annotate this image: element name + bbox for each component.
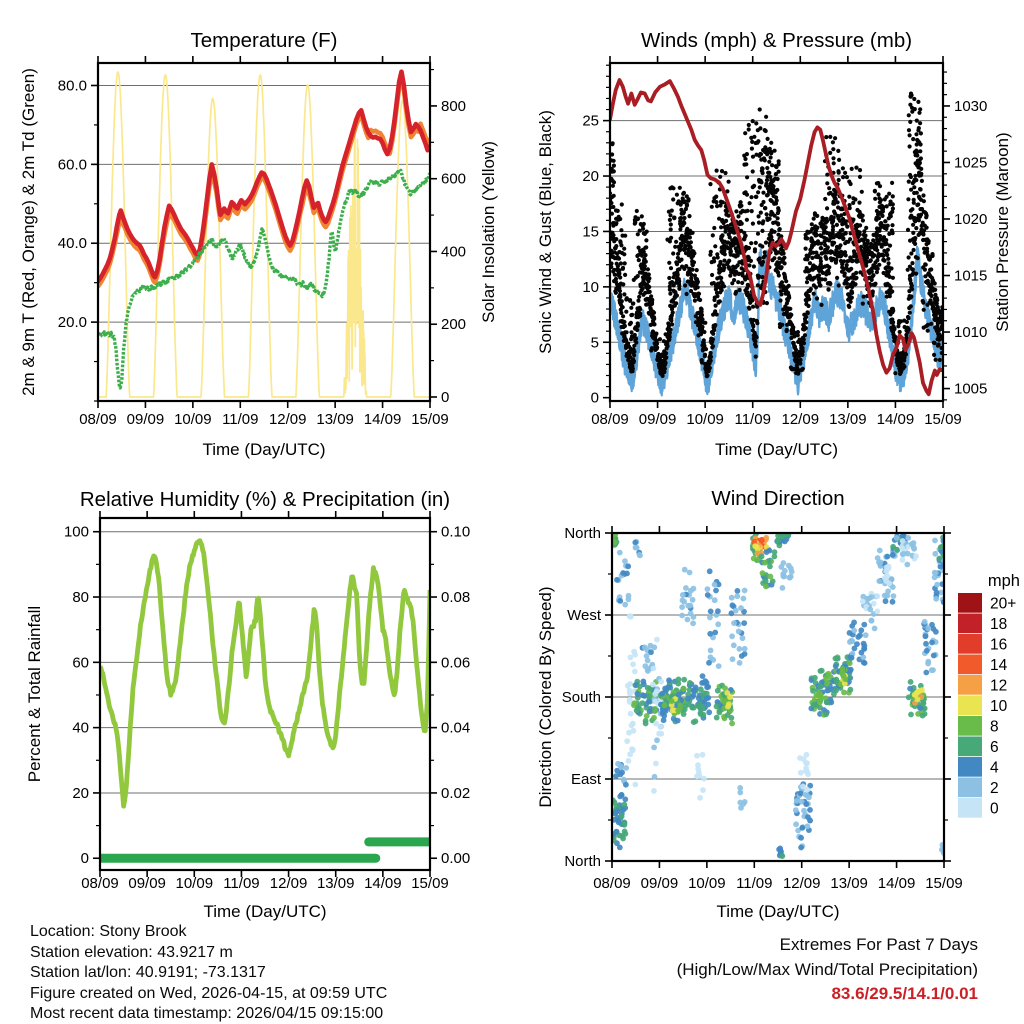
svg-text:18: 18 <box>990 615 1008 633</box>
extremes-values: 83.6/29.5/14.1/0.01 <box>831 984 978 1003</box>
svg-text:Time (Day/UTC): Time (Day/UTC) <box>714 440 839 459</box>
svg-text:Time (Day/UTC): Time (Day/UTC) <box>716 902 840 921</box>
svg-text:800: 800 <box>441 97 467 115</box>
most-recent-data-timestamp: Most recent data timestamp: 2026/04/15 09:15:00 <box>30 1005 384 1022</box>
temperature-panel <box>19 29 498 459</box>
station-info-block <box>30 922 387 1024</box>
svg-text:11/09: 11/09 <box>736 875 773 892</box>
svg-text:15/09: 15/09 <box>925 875 963 892</box>
svg-text:20.0: 20.0 <box>57 314 87 332</box>
svg-text:600: 600 <box>441 170 467 188</box>
station-latlon: Station lat/lon: 40.9191; -73.1317 <box>30 964 266 981</box>
svg-text:0.04: 0.04 <box>441 719 471 737</box>
svg-text:0: 0 <box>441 388 450 406</box>
station-location: Location: Stony Brook <box>30 923 187 940</box>
svg-text:North: North <box>564 853 601 870</box>
svg-text:15/09: 15/09 <box>411 875 449 892</box>
svg-text:14/09: 14/09 <box>364 875 402 892</box>
svg-text:14/09: 14/09 <box>876 411 915 428</box>
extremes-subtitle: (High/Low/Max Wind/Total Precipitation) <box>676 959 978 979</box>
svg-text:09/09: 09/09 <box>128 875 166 892</box>
svg-text:2m & 9m T (Red, Orange) & 2m T: 2m & 9m T (Red, Orange) & 2m Td (Green) <box>19 68 38 396</box>
svg-text:20: 20 <box>72 784 89 802</box>
svg-text:11/09: 11/09 <box>223 875 260 892</box>
series-direction-dots <box>609 531 947 859</box>
svg-text:0.02: 0.02 <box>441 784 471 802</box>
svg-text:15/09: 15/09 <box>924 411 962 428</box>
svg-text:60.0: 60.0 <box>57 156 87 174</box>
svg-text:09/09: 09/09 <box>640 875 679 892</box>
svg-text:60: 60 <box>72 654 89 672</box>
figure-created-timestamp: Figure created on Wed, 2026-04-15, at 09:59 UTC <box>30 984 388 1002</box>
svg-text:20+: 20+ <box>990 595 1017 613</box>
svg-text:11/09: 11/09 <box>222 411 259 428</box>
svg-text:0.10: 0.10 <box>441 523 471 541</box>
svg-text:mph: mph <box>987 572 1020 590</box>
svg-text:80: 80 <box>72 589 89 607</box>
svg-text:12/09: 12/09 <box>781 411 820 428</box>
svg-text:20: 20 <box>582 168 599 186</box>
svg-text:13/09: 13/09 <box>830 875 868 892</box>
svg-text:08/09: 08/09 <box>81 875 119 892</box>
extremes-title: Extremes For Past 7 Days <box>779 935 978 954</box>
winds-pressure-panel <box>536 29 1012 459</box>
svg-text:14/09: 14/09 <box>363 411 402 428</box>
svg-text:0.08: 0.08 <box>441 589 471 607</box>
svg-text:25: 25 <box>582 112 599 130</box>
svg-text:1015: 1015 <box>954 267 988 285</box>
svg-text:15: 15 <box>582 223 599 241</box>
svg-text:Winds (mph) & Pressure (mb): Winds (mph) & Pressure (mb) <box>640 29 913 52</box>
svg-text:4: 4 <box>990 759 999 777</box>
svg-text:12: 12 <box>990 677 1008 695</box>
svg-text:East: East <box>570 771 601 788</box>
svg-text:South: South <box>561 689 601 706</box>
svg-text:10: 10 <box>582 278 599 296</box>
series-relative-humidity <box>100 541 430 807</box>
svg-text:6: 6 <box>990 738 999 756</box>
wind-direction-panel <box>536 487 1020 921</box>
humidity-precip-panel <box>25 488 470 921</box>
svg-text:10/09: 10/09 <box>175 875 214 892</box>
svg-text:16: 16 <box>990 636 1008 654</box>
svg-text:1020: 1020 <box>954 211 988 228</box>
svg-text:1005: 1005 <box>954 380 988 398</box>
svg-text:13/09: 13/09 <box>829 411 867 428</box>
svg-text:80.0: 80.0 <box>57 77 87 95</box>
svg-text:08/09: 08/09 <box>593 875 631 892</box>
svg-text:09/09: 09/09 <box>638 411 677 428</box>
svg-text:North: North <box>564 525 601 542</box>
svg-text:09/09: 09/09 <box>126 411 165 428</box>
svg-text:0: 0 <box>990 800 999 818</box>
svg-text:0.06: 0.06 <box>441 654 471 672</box>
svg-text:08/09: 08/09 <box>79 411 117 428</box>
svg-text:Sonic Wind & Gust (Blue, Black: Sonic Wind & Gust (Blue, Black) <box>536 110 555 354</box>
series-t-2m-red <box>98 72 430 281</box>
svg-text:12/09: 12/09 <box>268 411 307 428</box>
svg-text:Direction (Colored By Speed): Direction (Colored By Speed) <box>536 586 555 808</box>
svg-text:0: 0 <box>80 850 89 868</box>
svg-text:5: 5 <box>590 334 599 352</box>
svg-text:14/09: 14/09 <box>877 875 916 892</box>
svg-text:12/09: 12/09 <box>269 875 308 892</box>
svg-text:10: 10 <box>990 697 1008 715</box>
svg-text:1030: 1030 <box>954 97 988 115</box>
svg-text:40.0: 40.0 <box>57 235 87 253</box>
station-elevation: Station elevation: 43.9217 m <box>30 943 233 961</box>
svg-text:1010: 1010 <box>954 324 988 342</box>
svg-text:15/09: 15/09 <box>411 411 449 428</box>
series-gusts <box>608 92 945 379</box>
svg-text:2: 2 <box>990 779 999 797</box>
svg-text:400: 400 <box>441 243 467 261</box>
svg-text:08/09: 08/09 <box>591 411 629 428</box>
svg-text:10/09: 10/09 <box>686 411 724 428</box>
svg-text:10/09: 10/09 <box>688 875 726 892</box>
svg-text:13/09: 13/09 <box>316 411 354 428</box>
series-td-2m-green <box>98 169 430 388</box>
svg-text:200: 200 <box>441 316 467 334</box>
svg-text:14: 14 <box>990 656 1008 674</box>
svg-text:12/09: 12/09 <box>782 875 821 892</box>
speed-colorbar <box>958 572 1020 818</box>
svg-text:Time (Day/UTC): Time (Day/UTC) <box>202 440 326 459</box>
svg-text:40: 40 <box>72 719 89 737</box>
svg-text:11/09: 11/09 <box>734 411 771 428</box>
svg-text:Percent & Total Rainfall: Percent & Total Rainfall <box>25 605 44 783</box>
svg-text:Time (Day/UTC): Time (Day/UTC) <box>203 902 327 921</box>
svg-text:8: 8 <box>990 718 999 736</box>
svg-text:West: West <box>567 607 601 624</box>
svg-text:1025: 1025 <box>954 154 988 172</box>
svg-text:13/09: 13/09 <box>316 875 355 892</box>
svg-text:Station Pressure (Maroon): Station Pressure (Maroon) <box>993 132 1012 332</box>
svg-text:Temperature (F): Temperature (F) <box>190 29 338 52</box>
extremes-block <box>677 933 978 1007</box>
svg-text:10/09: 10/09 <box>174 411 212 428</box>
svg-text:Wind Direction: Wind Direction <box>711 487 845 510</box>
svg-text:0.00: 0.00 <box>441 850 471 868</box>
svg-text:100: 100 <box>63 523 89 541</box>
svg-text:Relative Humidity (%) & Precip: Relative Humidity (%) & Precipitation (in) <box>79 488 451 511</box>
svg-text:0: 0 <box>590 389 599 407</box>
svg-text:Solar Insolation (Yellow): Solar Insolation (Yellow) <box>479 141 498 323</box>
